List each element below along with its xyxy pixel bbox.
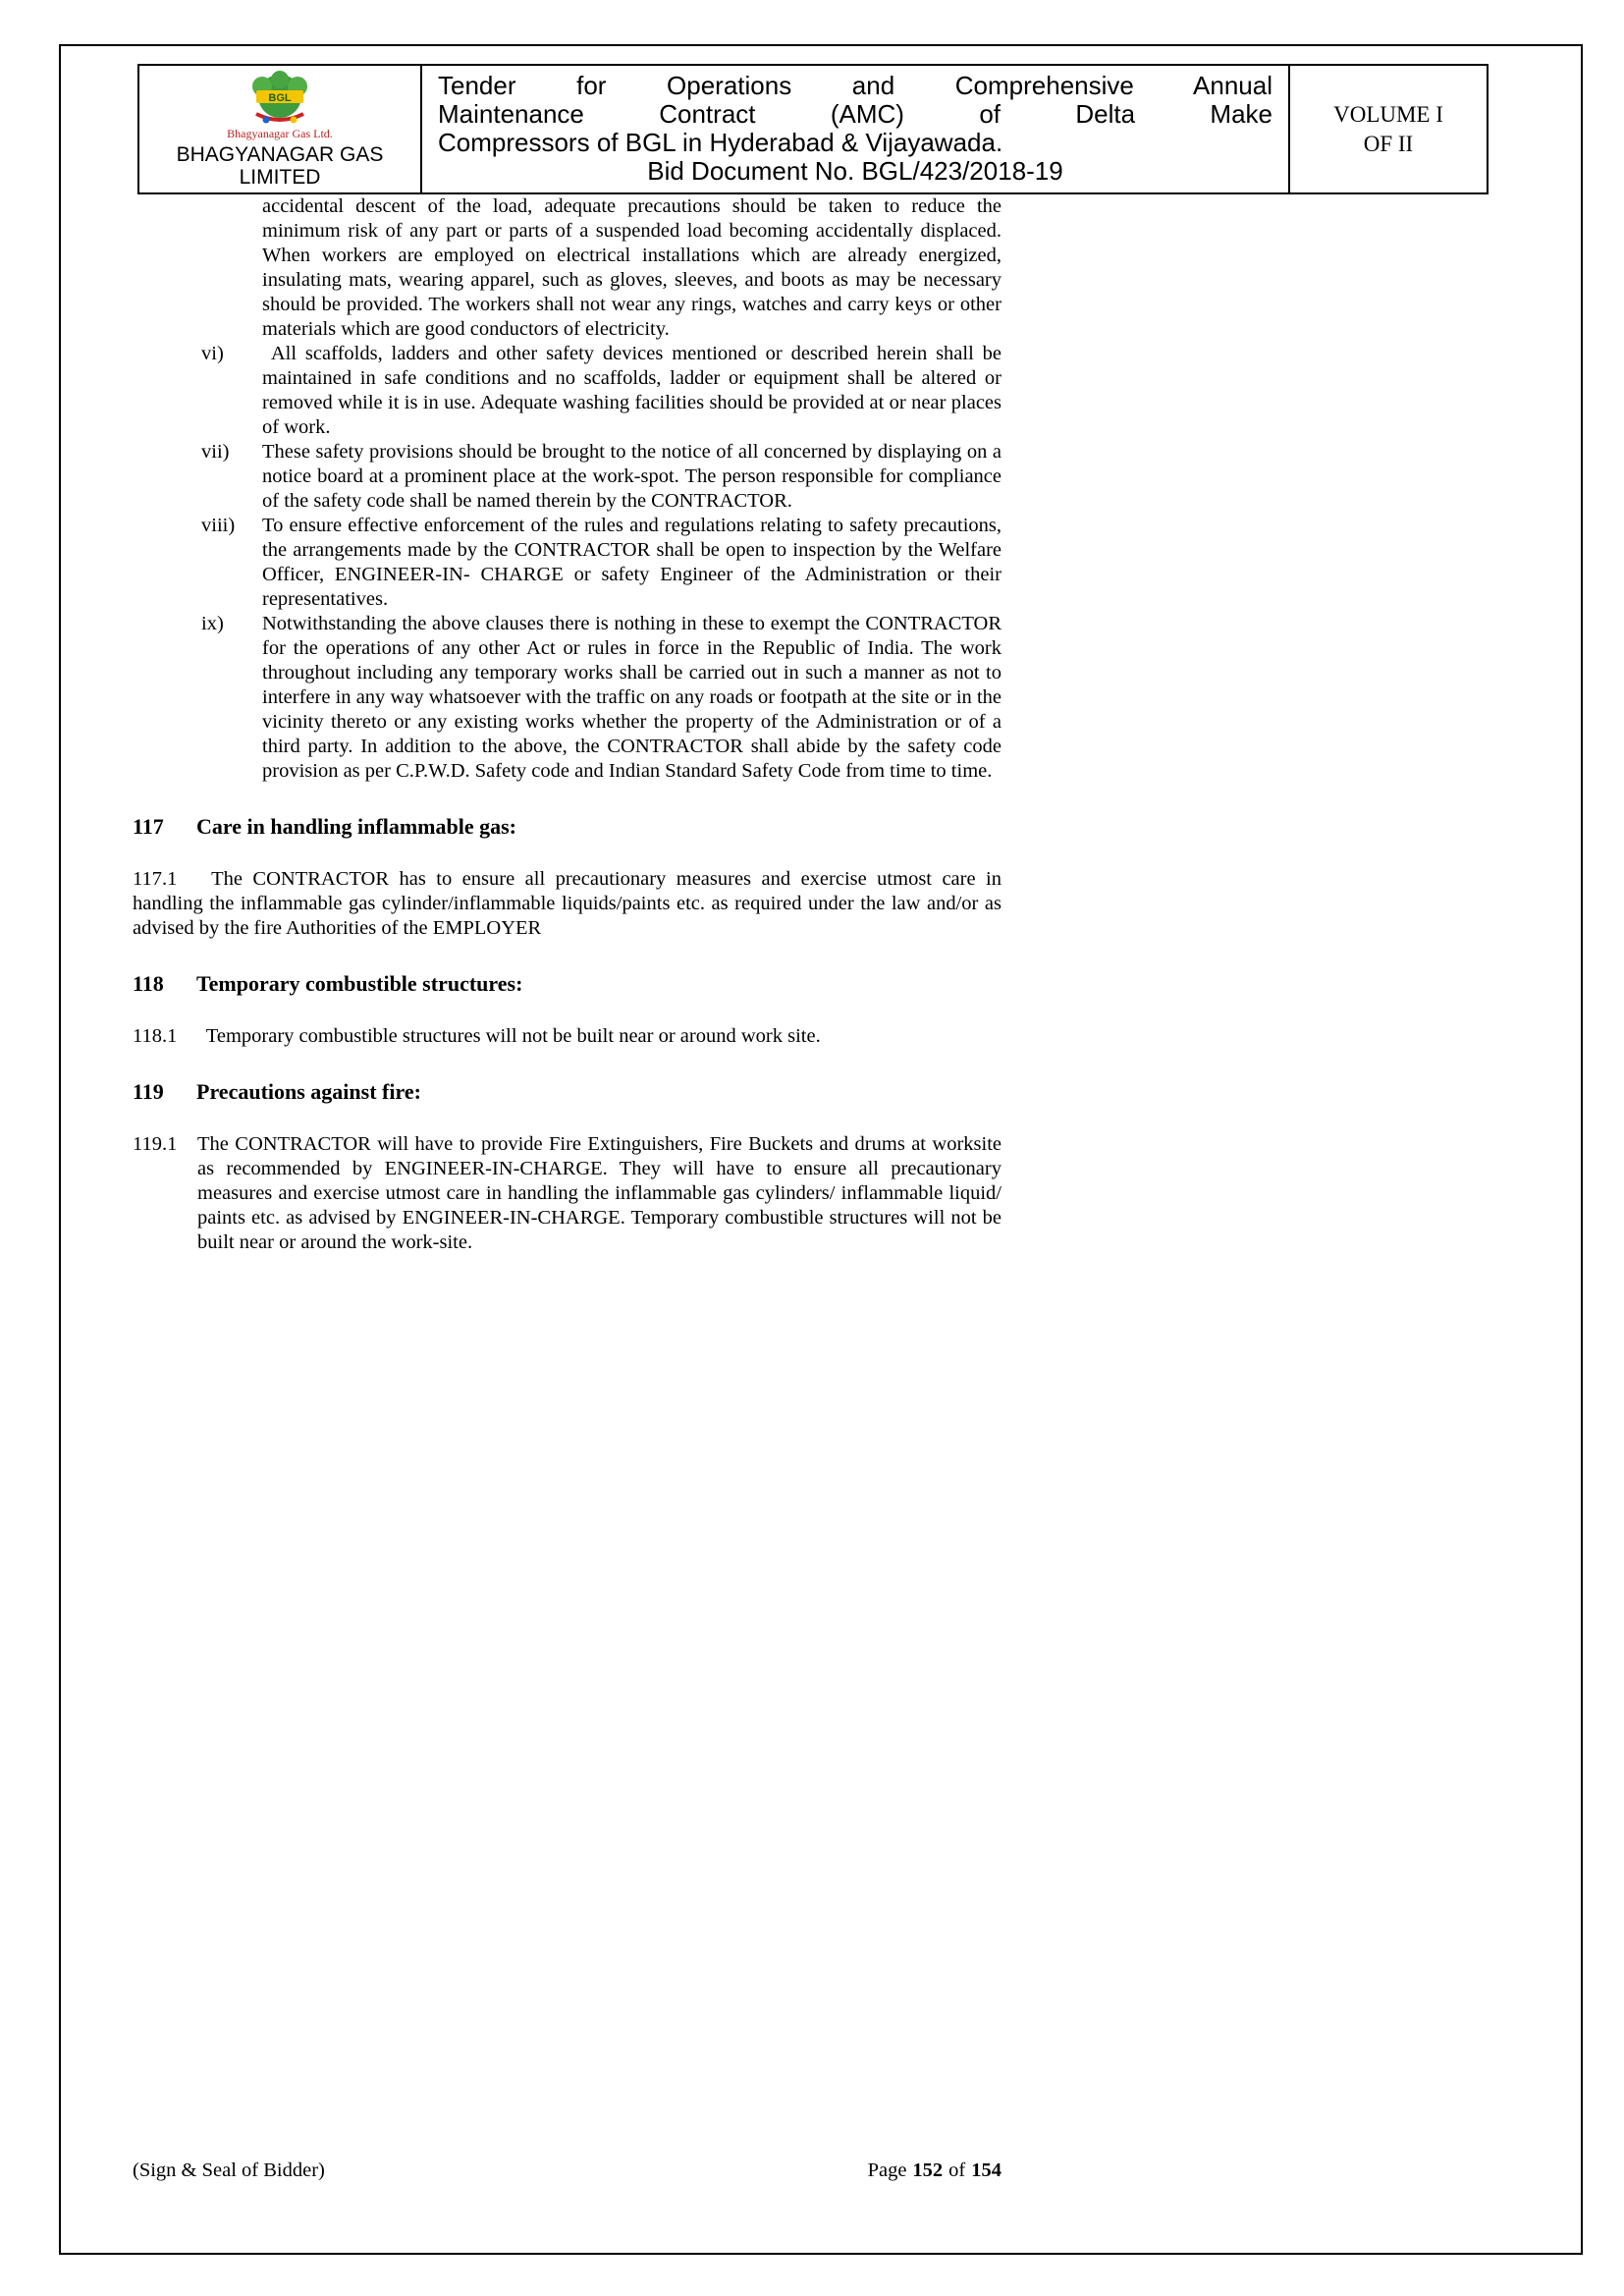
section-title: Temporary combustible structures: <box>196 971 523 996</box>
clause-118-1 <box>133 1024 1001 1049</box>
section-title: Care in handling inflammable gas: <box>196 814 516 839</box>
total-pages: 154 <box>971 2159 1001 2181</box>
list-item-number: ix) <box>201 613 224 634</box>
clause-text: The CONTRACTOR has to ensure all precautionary measures and exercise utmost care in handling the inflammable gas cylinder/inflammable liquids/paints etc. as required under the law and/or as advised by the fire Authorities of the EMPLOYER <box>133 868 1001 939</box>
page-word: Page <box>867 2159 907 2181</box>
list-item-text: All scaffolds, ladders and other safety devices mentioned or described herein shall be maintained in safe conditions and no scaffolds, ladder or equipment shall be altered or removed while it is in use. Adequate washing facilities should be provided at or near places of work. <box>262 343 1007 438</box>
header-table <box>137 64 1489 194</box>
volume-line2: OF II <box>1363 131 1414 156</box>
clause-number: 118.1 <box>133 1025 178 1047</box>
company-logo-icon <box>221 71 339 128</box>
company-name-line1: BHAGYANAGAR GAS <box>176 143 384 166</box>
clause-text: The CONTRACTOR will have to provide Fire Extinguishers, Fire Buckets and drums at worksite as recommended by ENGINEER-IN-CHARGE. They will have to ensure all precautionary measures and exercise utmost care in handling the inflammable gas cylinders/ inflammable liquid/ paints etc. as advised by ENGINEER-IN-CHARGE. Temporary combustible structures will not be built near or around the work-site. <box>197 1133 1001 1253</box>
intro-paragraph: accidental descent of the load, adequate precautions should be taken to reduce the minimum risk of any part or parts of a suspended load becoming accidentally displaced. When workers are employed on electrical installations which are already energized, insulating mats, wearing apparel, such as gloves, sleeves, and boots as may be necessary should be provided. The workers shall not wear any rings, watches and carry keys or other materials which are good conductors of electricity. <box>262 195 1001 340</box>
list-item-number: vi) <box>201 343 224 364</box>
page-number <box>868 2159 1001 2183</box>
volume-cell <box>1290 66 1487 192</box>
document-body <box>133 194 1007 1255</box>
list-item-viii <box>133 514 1007 612</box>
section-number: 118 <box>133 971 164 996</box>
tender-title-line3: Compressors of BGL in Hyderabad & Vijayawada. <box>438 128 1003 157</box>
clause-119-1 <box>133 1132 1001 1255</box>
list-item-number: viii) <box>201 515 236 536</box>
list-item-text: Notwithstanding the above clauses there is nothing in these to exempt the CONTRACTOR for the operations of any other Act or rules in force in the Republic of India. The work throughout including any temporary works shall be carried out in such a manner as not to interfere in any way whatsoever with the traffic on any roads or footpath at the site or in the vicinity thereto or any existing works whether the property of the Administration or of a third party. In addition to the above, the CONTRACTOR shall abide by the safety code provision as per C.P.W.D. Safety code and Indian Standard Safety Code from time to time. <box>262 613 1007 782</box>
section-number: 117 <box>133 814 164 839</box>
company-name-line2: LIMITED <box>239 166 321 189</box>
page-footer <box>133 2159 1001 2183</box>
clause-number: 117.1 <box>133 868 178 890</box>
list-item-text: These safety provisions should be brought to the notice of all concerned by displaying on a notice board at a prominent place at the work-spot. The person responsible for compliance of the safety code shall be named therein by the CONTRACTOR. <box>262 441 1007 512</box>
company-name <box>177 143 384 189</box>
bid-document-number: Bid Document No. BGL/423/2018-19 <box>647 156 1063 186</box>
current-page: 152 <box>912 2159 944 2181</box>
list-item-text: To ensure effective enforcement of the rules and regulations relating to safety precautions, the arrangements made by the CONTRACTOR shall be open to inspection by the Welfare Officer, ENGINEER-IN- CHARGE or safety Engineer of the Administration or their representatives. <box>262 515 1007 610</box>
clause-117-1 <box>133 867 1001 941</box>
clause-number: 119.1 <box>133 1133 178 1155</box>
logo-acronym: BGL <box>268 92 292 104</box>
list-item-vii <box>133 440 1007 514</box>
volume-line1: VOLUME I <box>1333 101 1443 127</box>
section-heading-118 <box>133 971 1001 997</box>
list-item-number: vii) <box>201 441 230 463</box>
tender-title-cell <box>422 66 1290 192</box>
sign-seal-label: (Sign & Seal of Bidder) <box>133 2159 325 2181</box>
section-number: 119 <box>133 1079 164 1104</box>
of-word: of <box>948 2159 966 2181</box>
tender-title-line1: Tender for Operations and Comprehensive Annual <box>438 71 1272 100</box>
logo-caption: Bhagyanagar Gas Ltd. <box>227 127 333 140</box>
tender-title-line2: Maintenance Contract (AMC) of Delta Make <box>438 99 1272 129</box>
section-heading-119 <box>133 1079 1001 1105</box>
logo-cell <box>139 66 422 192</box>
section-title: Precautions against fire: <box>196 1079 421 1104</box>
list-item-ix <box>133 612 1007 784</box>
section-heading-117 <box>133 814 1001 840</box>
clause-text: Temporary combustible structures will not be built near or around work site. <box>201 1025 821 1047</box>
list-item-vi <box>133 342 1007 440</box>
